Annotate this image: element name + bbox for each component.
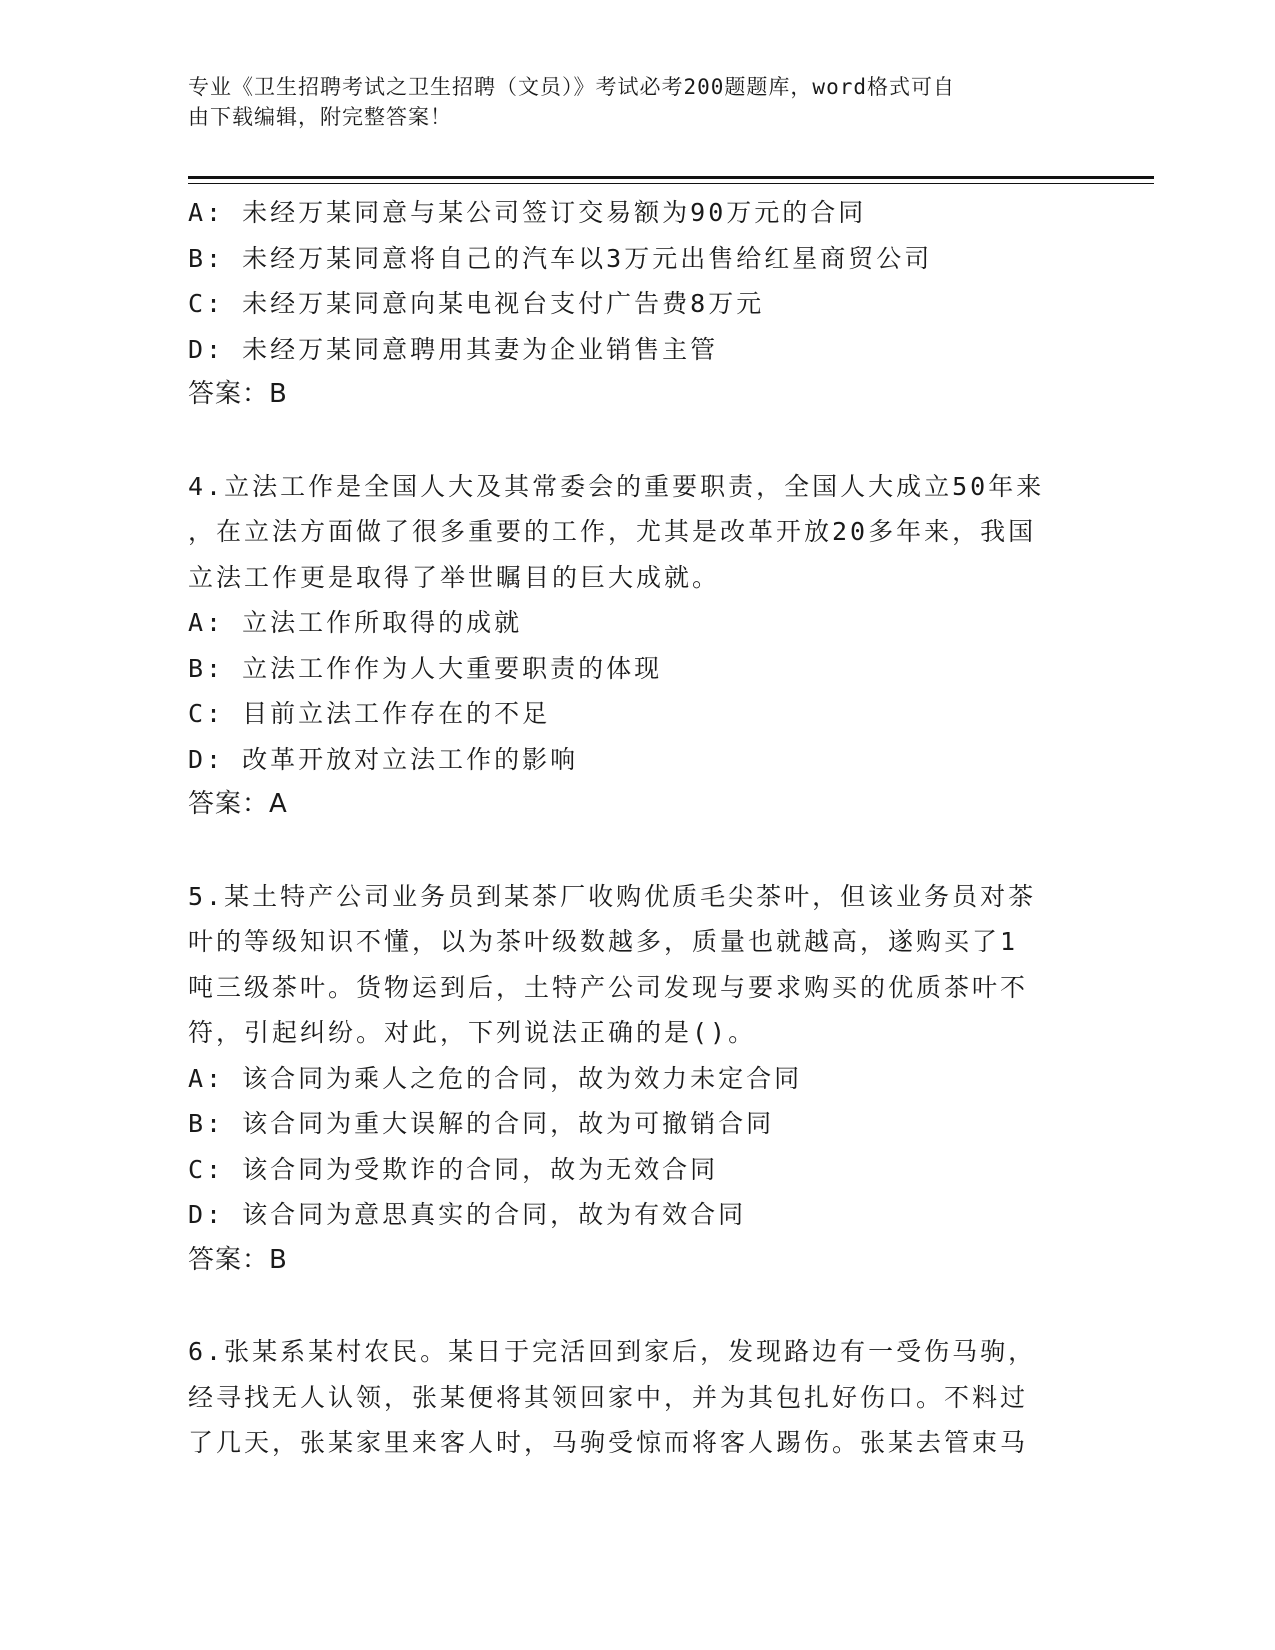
header-line: 专业《卫生招聘考试之卫生招聘（文员）》考试必考200题题库，word格式可自: [188, 75, 955, 99]
header-rule-thick: [188, 176, 1154, 179]
question-3: [188, 190, 1088, 418]
option-a: A: 该合同为乘人之危的合同，故为效力未定合同: [188, 1063, 803, 1093]
option-b: B: 该合同为重大误解的合同，故为可撤销合同: [188, 1109, 775, 1138]
header-line: 由下载编辑，附完整答案！: [188, 105, 452, 129]
option-b: B: 未经万某同意将自己的汽车以3万元出售给红星商贸公司: [188, 243, 933, 273]
spacer: [188, 828, 1088, 874]
document-header: [188, 72, 1068, 132]
question-4: [188, 464, 1088, 828]
spacer: [188, 418, 1088, 464]
question-stem-line: ，在立法方面做了很多重要的工作，尤其是改革开放20多年来，我国: [188, 517, 1037, 546]
header-rule-thin: [188, 183, 1154, 184]
answer-label: 答案：B: [188, 379, 288, 409]
option-c: C: 目前立法工作存在的不足: [188, 699, 551, 728]
answer-label: 答案：B: [188, 1244, 288, 1275]
question-stem-line: 4.立法工作是全国人大及其常委会的重要职责，全国人大成立50年来: [188, 471, 1045, 501]
option-d: D: 该合同为意思真实的合同，故为有效合同: [188, 1200, 747, 1229]
answer-label: 答案：A: [188, 789, 288, 819]
question-stem-line: 吨三级茶叶。货物运到后，土特产公司发现与要求购买的优质茶叶不: [188, 972, 1029, 1002]
question-stem-line: 立法工作更是取得了举世瞩目的巨大成就。: [188, 562, 721, 592]
option-a: A: 立法工作所取得的成就: [188, 608, 523, 637]
spacer: [188, 1283, 1088, 1329]
option-a: A: 未经万某同意与某公司签订交易额为90万元的合同: [188, 198, 867, 227]
question-stem-line: 6.张某系某村农民。某日于完活回到家后，发现路边有一受伤马驹，: [188, 1337, 1037, 1366]
question-stem-line: 5.某土特产公司业务员到某茶厂收购优质毛尖茶叶，但该业务员对茶: [188, 881, 1037, 911]
option-d: D: 未经万某同意聘用其妻为企业销售主管: [188, 334, 719, 364]
question-6: [188, 1329, 1088, 1466]
option-c: C: 该合同为受欺诈的合同，故为无效合同: [188, 1154, 719, 1184]
option-b: B: 立法工作作为人大重要职责的体现: [188, 653, 663, 683]
question-stem-line: 了几天，张某家里来客人时，马驹受惊而将客人踢伤。张某去管束马: [188, 1428, 1029, 1457]
question-stem-line: 符，引起纠纷。对此，下列说法正确的是()。: [188, 1018, 757, 1047]
question-stem-line: 叶的等级知识不懂，以为茶叶级数越多，质量也就越高，遂购买了1: [188, 927, 1019, 956]
option-d: D: 改革开放对立法工作的影响: [188, 744, 579, 774]
question-5: [188, 874, 1088, 1284]
option-c: C: 未经万某同意向某电视台支付广告费8万元: [188, 289, 765, 318]
question-stem-line: 经寻找无人认领，张某便将其领回家中，并为其包扎好伤口。不料过: [188, 1382, 1029, 1412]
question-content: [188, 190, 1088, 1466]
